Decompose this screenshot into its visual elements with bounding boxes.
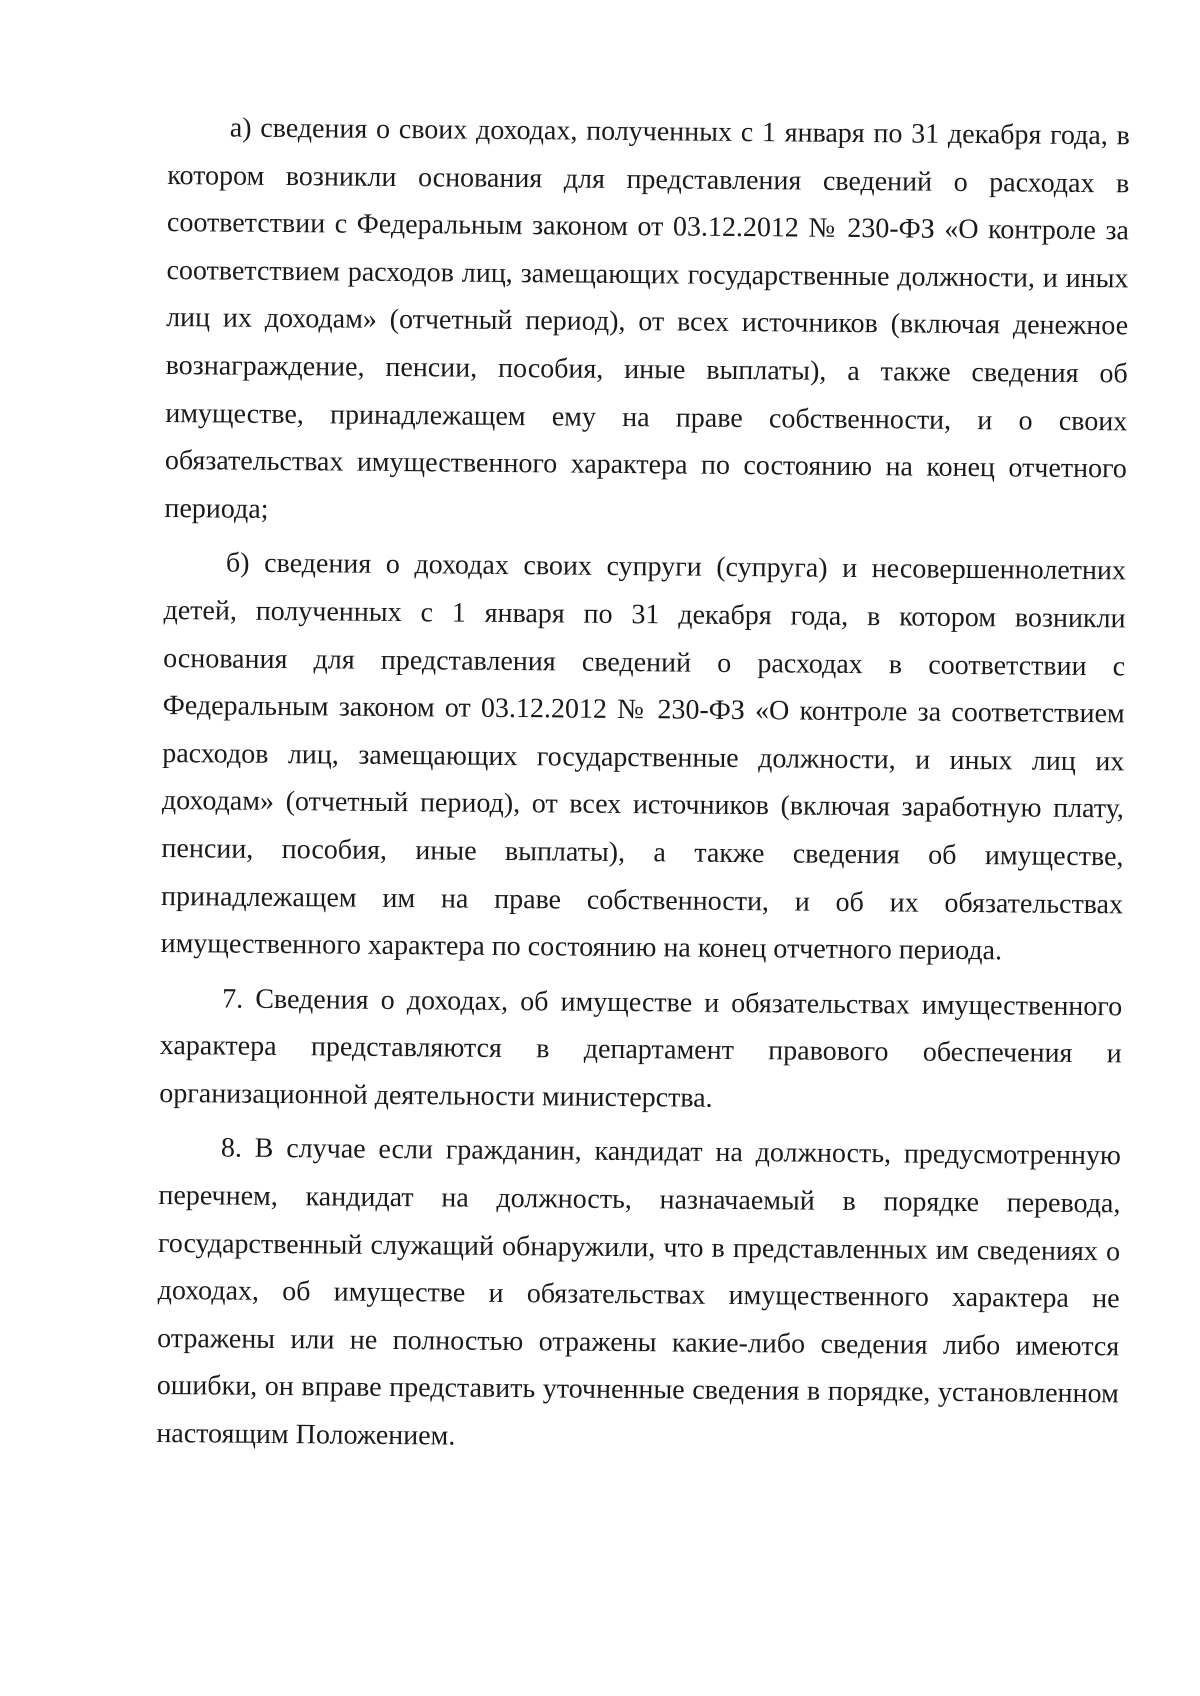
paragraph-7-submission: 7. Сведения о доходах, об имуществе и обязательствах имущественного характера представляются в департамент правового обеспечения и организационной деятельности министерства. xyxy=(159,983,1123,1114)
paragraph-8-corrections: 8. В случае если гражданин, кандидат на должность, предусмотренную перечнем, кандидат на должность, назначаемый в порядке перевода, государственный служащий обнаружили, что в представленных им сведениях о доходах, об имуществе и обязательствах имущественного характера не отражены или не полностью отражены какие-либо сведения либо имеются ошибки, он вправе представить уточненные сведения в порядке, установленном настоящим Положением. xyxy=(156,1132,1121,1452)
paragraph-b-income-family: б) сведения о доходах своих супруги (супруга) и несовершеннолетних детей, полученных с 1 января по 31 декабря года, в котором возникли основания для представления сведений о расходах в соответствии с Федеральным законом от 03.12.2012 № 230-ФЗ «О контроле за соответствием расходов лиц, замещающих государственные должности, и иных лиц их доходам» (отчетный период), от всех источников (включая заработную плату, пенсии, пособия, иные выплаты), а также сведения об имуществе, принадлежащем им на праве собственности, и об их обязательствах имущественного характера по состоянию на конец отчетного периода. xyxy=(160,547,1127,967)
paragraph-a-income-own: а) сведения о своих доходах, полученных с 1 января по 31 декабря года, в котором возникли основания для представления сведений о расходах в соответствии с Федеральным законом от 03.12.2012 № 230-ФЗ «О контроле за соответствием расходов лиц, замещающих государственные должности, и иных лиц их доходам» (отчетный период), от всех источников (включая денежное вознаграждение, пенсии, пособия, иные выплаты), а также сведения об имуществе, принадлежащем ему на праве собственности, и о своих обязательствах имущественного характера по состоянию на конец отчетного периода; xyxy=(164,112,1130,525)
document-body xyxy=(156,104,1130,1473)
